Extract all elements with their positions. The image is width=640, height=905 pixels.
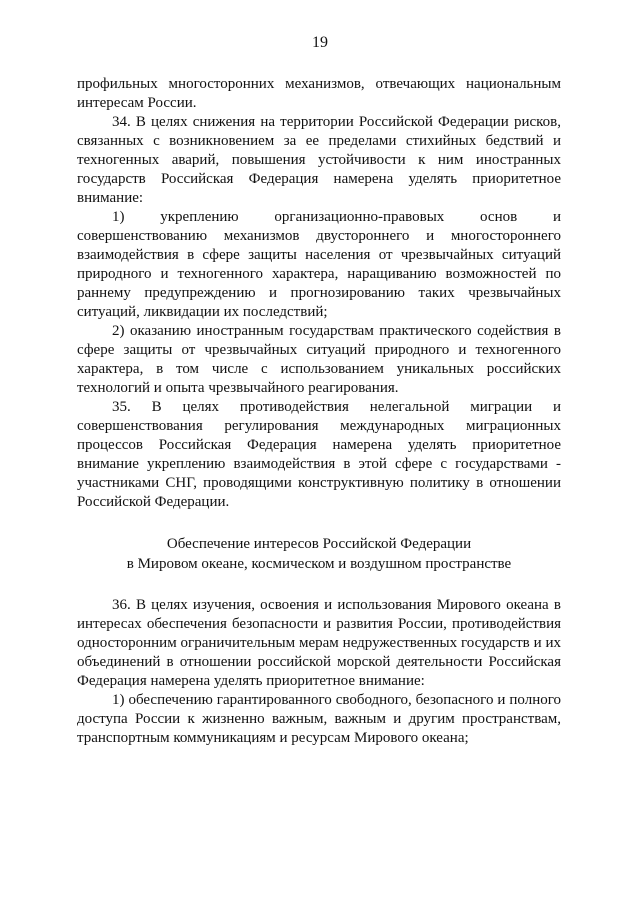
paragraph-34-item-1: 1) укреплению организационно-правовых основ и совершенствованию механизмов двустороннего и многостороннего взаимодействия в сфере защиты населения от чрезвычайных ситуаций природного и техногенного характера, наращиванию возможностей по раннему предупреждению и прогнозированию таких чрезвычайных ситуаций, ликвидации их последствий; bbox=[77, 209, 561, 320]
spacer bbox=[77, 512, 561, 534]
paragraph-35: 35. В целях противодействия нелегальной миграции и совершенствования регулирования международных миграционных процессов Российская Федерация намерена уделять приоритетное внимание укреплению взаимодействия в этой сфере с государствами - участниками СНГ, проводящими конструктивную политику в отношении Российской Федерации. bbox=[77, 399, 561, 510]
spacer bbox=[77, 574, 561, 596]
paragraph-36: 36. В целях изучения, освоения и использования Мирового океана в интересах обеспечения безопасности и развития России, противодействия односторонним ограничительным мерам недружественных государств и их объединений в отношении российской морской деятельности Российская Федерация намерена уделять приоритетное внимание: bbox=[77, 597, 561, 689]
page-number: 19 bbox=[312, 34, 328, 51]
section-heading-line-1: Обеспечение интересов Российской Федерации bbox=[166, 536, 472, 552]
section-heading-line-2: в Мировом океане, космическом и воздушном пространстве bbox=[126, 556, 512, 572]
paragraph-34-item-2: 2) оказанию иностранным государствам практического содействия в сфере защиты от чрезвычайных ситуаций природного и техногенного характера, в том числе с использованием уникальных российских технологий и опыта чрезвычайного реагирования. bbox=[77, 323, 561, 396]
paragraph-34: 34. В целях снижения на территории Российской Федерации рисков, связанных с возникновением за ее пределами стихийных бедствий и техногенных аварий, повышения устойчивости к ним иностранных государств Российская Федерация намерена уделять приоритетное внимание: bbox=[77, 114, 561, 206]
paragraph-continuation: профильных многосторонних механизмов, отвечающих национальным интересам России. bbox=[77, 76, 561, 111]
section-heading bbox=[77, 534, 561, 574]
document-body bbox=[77, 75, 561, 748]
paragraph-36-item-1: 1) обеспечению гарантированного свободного, безопасного и полного доступа России к жизненно важным, важным и другим пространствам, транспортным коммуникациям и ресурсам Мирового океана; bbox=[77, 692, 561, 746]
